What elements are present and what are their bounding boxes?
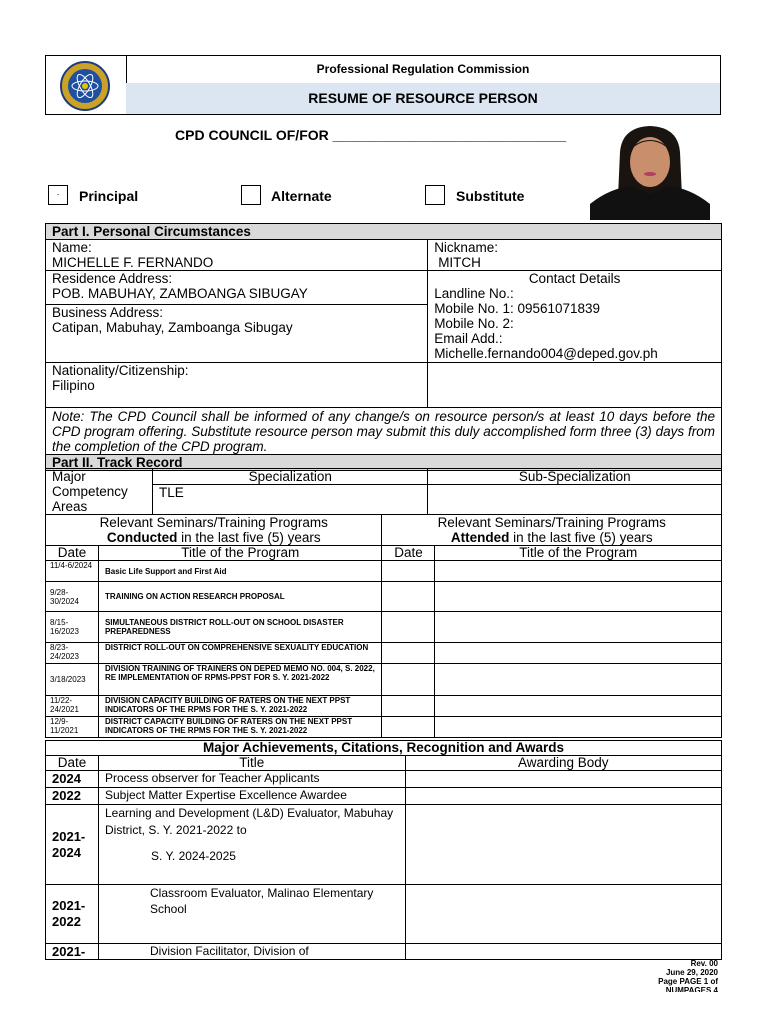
major-competency-label [46,469,153,515]
part2-heading: Part II. Track Record [46,455,722,471]
attended-title-cell[interactable] [435,582,722,612]
attended-rest: in the last five (5) years [509,530,653,545]
nationality-value[interactable]: Filipino [52,378,95,393]
alternate-checkbox[interactable] [241,185,261,205]
part1-heading: Part I. Personal Circumstances [46,224,722,240]
name-value[interactable]: MICHELLE F. FERNANDO [52,255,214,270]
mobile1-field[interactable]: Mobile No. 1: 09561071839 [434,301,601,316]
attended-date-cell[interactable] [382,643,435,664]
achievement-title[interactable]: Learning and Development (L&D) Evaluator, Mabuhay District, S. Y. 2021-2022 to [104,806,394,837]
achievement-date[interactable]: 2024 [46,771,99,788]
training-date[interactable]: 11/4-6/2024 [46,561,99,582]
attended-date-cell[interactable] [382,717,435,738]
subspecialization-header: Sub-Specialization [428,469,722,485]
training-title[interactable]: SIMULTANEOUS DISTRICT ROLL-OUT ON SCHOOL DISASTER PREPAREDNESS [98,612,382,643]
attended-bold: Attended [450,530,510,545]
logo-cell [46,56,127,114]
achievement-title[interactable]: Subject Matter Expertise Excellence Awardee [98,788,405,805]
specialization-value[interactable]: TLE [152,485,428,515]
training-title[interactable]: DISTRICT CAPACITY BUILDING OF RATERS ON THE NEXT PPST INDICATORS OF THE RPMS FOR THE S. Y. 2021-2022 [98,717,382,738]
achievement-date[interactable]: 2021-2022 [46,885,99,944]
attended-date-cell[interactable] [382,582,435,612]
conducted-bold: Conducted [106,530,178,545]
form-title: RESUME OF RESOURCE PERSON [126,83,720,114]
revision-date: June 29, 2020 [665,968,718,977]
cpd-note: Note: The CPD Council shall be informed of any change/s on resource person/s at least 10 days before the CPD program offering. Substitute resource person may submit this duly accomplished form three (3) days from the completion of the CPD program. [46,408,722,455]
awarding-body[interactable] [405,788,721,805]
contact-cell [428,271,722,363]
seminars-table [45,514,722,738]
conducted-rest: in the last five (5) years [177,530,321,545]
resource-person-photo [590,122,710,220]
major-label-line1: Major [52,469,86,484]
conducted-line1: Relevant Seminars/Training Programs [99,515,328,530]
training-date[interactable]: 3/18/2023 [46,664,99,696]
blank-cell [428,363,722,408]
attended-title-cell[interactable] [435,561,722,582]
achievement-date[interactable]: 2021- [46,944,99,960]
training-date[interactable]: 12/9-11/2021 [46,717,99,738]
achievement-title[interactable]: Division Facilitator, Division of [98,944,405,960]
training-title[interactable]: DIVISION CAPACITY BUILDING OF RATERS ON THE NEXT PPST INDICATORS OF THE RPMS FOR THE S. Y. 2021-2022 [98,696,382,717]
attended-title-cell[interactable] [435,717,722,738]
attended-date-cell[interactable] [382,612,435,643]
substitute-label: Substitute [456,188,525,204]
ach-title-header: Title [98,756,405,771]
residence-value[interactable]: POB. MABUHAY, ZAMBOANGA SIBUGAY [52,286,308,301]
subspecialization-value[interactable] [428,485,722,515]
name-label: Name: [52,240,92,255]
achievements-table [45,740,722,960]
name-cell [46,240,428,271]
nickname-cell [428,240,722,271]
training-title[interactable]: Basic Life Support and First Aid [98,561,382,582]
email-value[interactable]: Michelle.fernando004@deped.gov.ph [434,346,658,361]
nickname-label: Nickname: [434,240,498,255]
major-label-line3: Areas [52,499,88,514]
attended-date-cell[interactable] [382,561,435,582]
attended-date-header: Date [382,546,435,561]
table-row [46,582,722,612]
attended-title-cell[interactable] [435,612,722,643]
form-header [45,55,721,115]
training-title[interactable]: TRAINING ON ACTION RESEARCH PROPOSAL [98,582,382,612]
achievement-title[interactable]: Classroom Evaluator, Malinao Elementary School [98,885,405,944]
mobile2-field[interactable]: Mobile No. 2: [434,316,514,331]
nationality-label: Nationality/Citizenship: [52,363,189,378]
attended-title-header: Title of the Program [435,546,722,561]
specialization-header: Specialization [152,469,428,485]
principal-label: Principal [79,188,139,204]
achievement-date[interactable]: 2022 [46,788,99,805]
ach-date-header: Date [46,756,99,771]
attended-title-cell[interactable] [435,696,722,717]
awarding-body[interactable] [405,805,721,885]
awarding-body[interactable] [405,771,721,788]
conducted-date-header: Date [46,546,99,561]
awarding-body[interactable] [405,944,721,960]
business-value[interactable]: Catipan, Mabuhay, Zamboanga Sibugay [52,320,293,335]
training-date[interactable]: 8/23-24/2023 [46,643,99,664]
table-row [46,561,722,582]
table-row [46,805,722,885]
major-label-line2: Competency [52,484,128,499]
num-pages: NUMPAGES 4 [665,986,718,992]
nationality-cell [46,363,428,408]
residence-label: Residence Address: [52,271,173,286]
page-number: Page PAGE 1 of [658,977,718,986]
awarding-body[interactable] [405,885,721,944]
attended-line1: Relevant Seminars/Training Programs [437,515,666,530]
achievement-date[interactable]: 2021-2024 [46,805,99,885]
nickname-value[interactable]: MITCH [438,255,481,270]
competency-table [45,468,722,515]
attended-date-cell[interactable] [382,664,435,696]
attended-title-cell[interactable] [435,664,722,696]
alternate-label: Alternate [271,188,332,204]
training-date[interactable]: 9/28-30/2024 [46,582,99,612]
table-row [46,664,722,696]
revision: Rev. 00 [690,959,718,968]
table-row [46,696,722,717]
training-title[interactable]: DISTRICT ROLL-OUT ON COMPREHENSIVE SEXUALITY EDUCATION [98,643,382,664]
substitute-checkbox[interactable] [425,185,445,205]
part1-table [45,223,722,471]
attended-title-cell[interactable] [435,643,722,664]
table-row [46,788,722,805]
conducted-title-header: Title of the Program [98,546,382,561]
principal-checkbox[interactable]: · [48,185,68,205]
email-label: Email Add.: [434,331,503,346]
council-field[interactable]: CPD COUNCIL OF/FOR ______________________________ [175,127,567,143]
achievement-title-cont[interactable]: S. Y. 2024-2025 [150,849,236,863]
business-label: Business Address: [52,305,164,320]
form-footer [658,959,718,992]
attended-date-cell[interactable] [382,696,435,717]
achievement-title-cell [98,805,405,885]
table-row [46,717,722,738]
training-date[interactable]: 11/22-24/2021 [46,696,99,717]
achievements-heading: Major Achievements, Citations, Recognition and Awards [46,741,722,756]
landline-field[interactable]: Landline No.: [434,286,514,301]
attended-header [382,515,722,546]
table-row [46,643,722,664]
table-row [46,885,722,944]
contact-heading: Contact Details [528,271,621,286]
achievement-title[interactable]: Process observer for Teacher Applicants [98,771,405,788]
address-cell [46,271,428,363]
table-row [46,944,722,960]
training-date[interactable]: 8/15-16/2023 [46,612,99,643]
ach-body-header: Awarding Body [405,756,721,771]
training-title[interactable]: DIVISION TRAINING OF TRAINERS ON DEPED MEMO NO. 004, S. 2022, RE IMPLEMENTATION OF RPMS-PPST FOR S. Y. 2021-2022 [98,664,382,696]
prc-seal-icon [54,61,116,111]
table-row [46,771,722,788]
conducted-header [46,515,382,546]
table-row [46,612,722,643]
org-name: Professional Regulation Commission [126,56,720,84]
